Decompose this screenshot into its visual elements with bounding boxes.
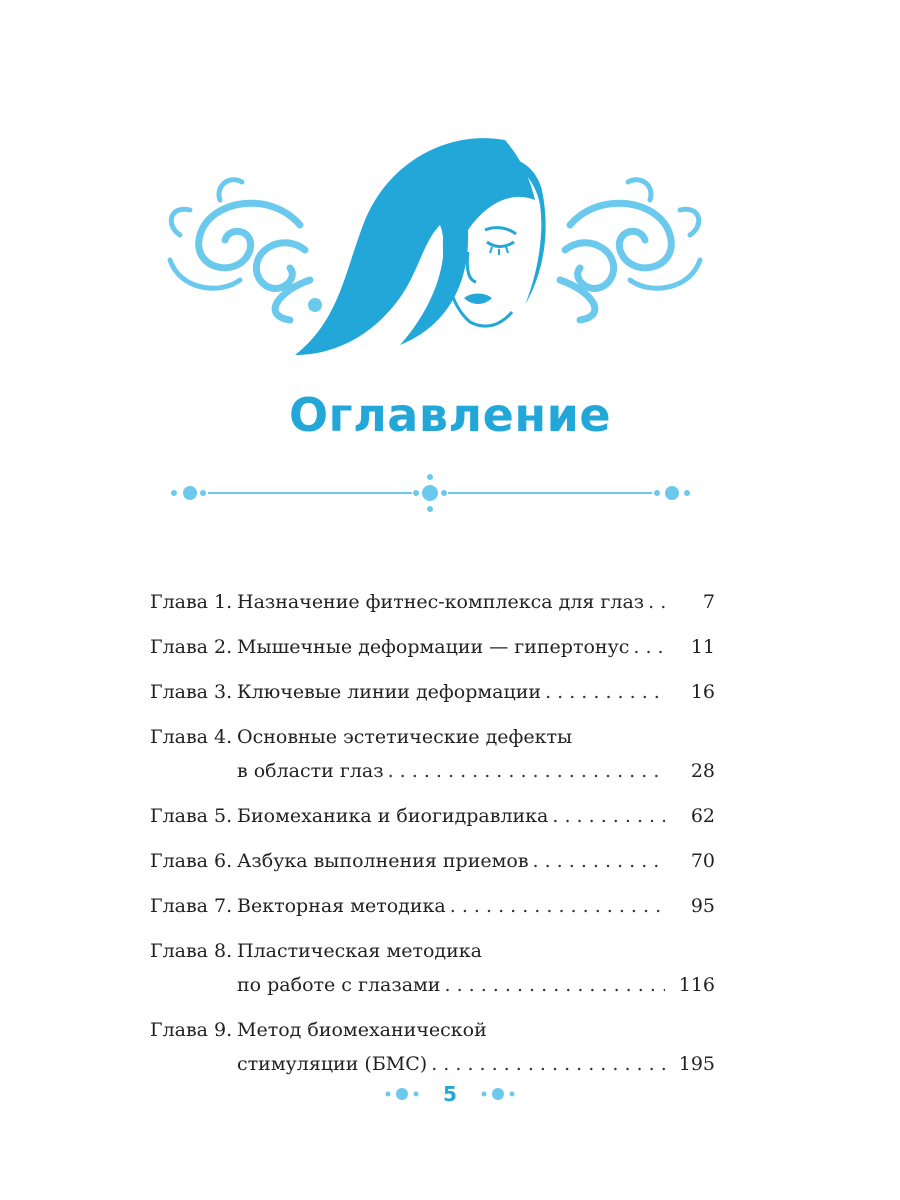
chapter-page: 16: [690, 681, 715, 703]
dot-leader: [648, 585, 665, 619]
left-swirl-ornament-icon: [170, 180, 310, 320]
chapter-title: Векторная методика: [237, 895, 446, 917]
header-illustration: [150, 130, 750, 370]
toc-entry-9[interactable]: [150, 1013, 715, 1081]
woman-face-icon: [295, 138, 546, 355]
chapter-page: 7: [702, 591, 715, 613]
chapter-title: Биомеханика и биогидравлика: [237, 805, 549, 827]
table-of-contents: [150, 585, 715, 1081]
toc-entry-3[interactable]: [150, 675, 715, 709]
chapter-title: Ключевые линии деформации: [237, 681, 542, 703]
chapter-title-continued: в области глаз: [237, 760, 384, 782]
dot-leader: [633, 630, 665, 664]
toc-entry-5[interactable]: [150, 799, 715, 833]
chapter-page: 62: [690, 805, 715, 827]
page-title: Оглавление: [288, 388, 612, 442]
chapter-title: Азбука выполнения приемов: [237, 850, 529, 872]
chapter-title: Мышечные деформации — гипертонус: [237, 636, 630, 658]
dot-leader: [450, 889, 665, 923]
toc-entry-1[interactable]: [150, 585, 715, 619]
chapter-page: 28: [690, 760, 715, 782]
dot-leader: [431, 1047, 665, 1081]
toc-entry-2[interactable]: [150, 630, 715, 664]
toc-entry-6[interactable]: [150, 844, 715, 878]
chapter-title-continued: по работе с глазами: [237, 974, 441, 996]
chapter-label: Глава 8.: [150, 940, 233, 962]
chapter-title: Метод биомеханической: [237, 1019, 487, 1041]
dot-leader: [552, 799, 665, 833]
page-number-ornament: [370, 1078, 530, 1110]
chapter-page: 11: [690, 636, 715, 658]
chapter-label: Глава 9.: [150, 1019, 233, 1041]
dot-leader: [545, 675, 665, 709]
chapter-page: 95: [690, 895, 715, 917]
chapter-page: 70: [690, 850, 715, 872]
chapter-title-continued: стимуляции (БМС): [237, 1053, 428, 1075]
toc-entry-7[interactable]: [150, 889, 715, 923]
chapter-title: Назначение фитнес-комплекса для глаз: [237, 591, 645, 613]
toc-entry-8[interactable]: [150, 934, 715, 1002]
dot-leader: [444, 968, 665, 1002]
chapter-label: Глава 6.: [150, 850, 233, 872]
chapter-label: Глава 7.: [150, 895, 233, 917]
chapter-title: Пластическая методика: [237, 940, 482, 962]
page-number: 5: [443, 1082, 457, 1106]
dotted-divider-icon: [160, 470, 700, 516]
chapter-label: Глава 5.: [150, 805, 233, 827]
chapter-page: 195: [678, 1053, 715, 1075]
chapter-label: Глава 2.: [150, 636, 233, 658]
chapter-label: Глава 3.: [150, 681, 233, 703]
dot-leader: [533, 844, 665, 878]
dot-leader: [388, 754, 665, 788]
chapter-label: Глава 1.: [150, 591, 233, 613]
chapter-page: 116: [678, 974, 715, 996]
chapter-label: Глава 4.: [150, 726, 233, 748]
chapter-title: Основные эстетические дефекты: [237, 726, 573, 748]
right-swirl-ornament-icon: [560, 180, 700, 320]
toc-entry-4[interactable]: [150, 720, 715, 788]
